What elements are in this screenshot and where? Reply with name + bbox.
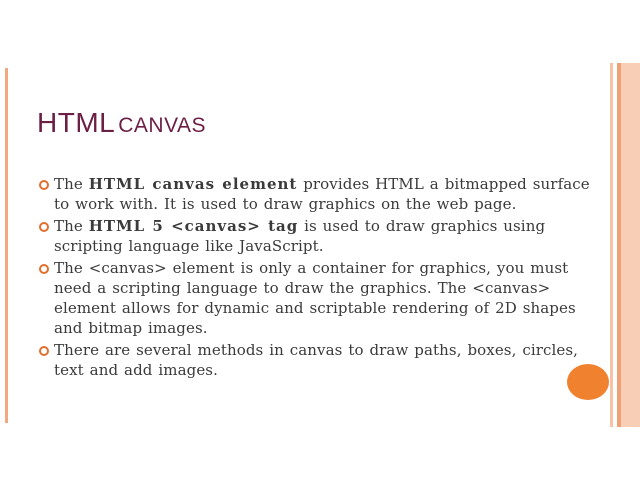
bullet-text-segment: element allows for dynamic and scriptable rendering of 2D shapes bbox=[54, 299, 576, 317]
bullet-text-segment: text and add images. bbox=[54, 361, 218, 379]
bullet-icon bbox=[39, 346, 49, 356]
bullet-text-segment: provides HTML a bitmapped surface bbox=[297, 175, 590, 193]
bullet-icon bbox=[39, 180, 49, 190]
bullet-text-line bbox=[54, 174, 590, 194]
slide-title-caps: CANVAS bbox=[118, 114, 207, 137]
bullet-item bbox=[38, 340, 583, 380]
bullet-text-line bbox=[54, 258, 583, 278]
bullet-text-line bbox=[54, 360, 583, 380]
bullet-list bbox=[38, 174, 590, 382]
bullet-text-line bbox=[54, 236, 583, 256]
bullet-text-line bbox=[54, 298, 583, 318]
bullet-text-segment: need a scripting language to draw the graphics. The <canvas> bbox=[54, 279, 551, 297]
bullet-icon bbox=[39, 264, 49, 274]
bullet-item bbox=[38, 174, 590, 214]
bullet-text-segment: to work with. It is used to draw graphics on the web page. bbox=[54, 195, 517, 213]
left-accent-bar bbox=[5, 68, 8, 423]
bullet-text-line bbox=[54, 340, 583, 360]
slide-title-main: HTML bbox=[37, 107, 116, 138]
bullet-text-segment: The bbox=[54, 175, 89, 193]
slide-title bbox=[37, 103, 206, 140]
bullet-text-bold-segment: HTML 5 <canvas> tag bbox=[88, 217, 299, 235]
right-accent-stripe-wide bbox=[621, 63, 640, 427]
bullet-item bbox=[38, 216, 583, 256]
bullet-text-line bbox=[54, 318, 583, 338]
bullet-text-bold-segment: HTML canvas element bbox=[88, 175, 298, 193]
bullet-text-line bbox=[54, 278, 583, 298]
bullet-text-segment: scripting language like JavaScript. bbox=[54, 237, 324, 255]
bullet-text-line bbox=[54, 216, 583, 236]
bullet-text-segment: The <canvas> element is only a container for graphics, you must bbox=[54, 259, 569, 277]
bullet-text-segment: is used to draw graphics using bbox=[298, 217, 546, 235]
bullet-icon bbox=[39, 222, 49, 232]
bullet-text-segment: and bitmap images. bbox=[54, 319, 208, 337]
bullet-item bbox=[38, 258, 583, 338]
bullet-text-segment: The bbox=[54, 217, 89, 235]
right-accent-stripe-thin bbox=[610, 63, 613, 427]
bullet-text-segment: There are several methods in canvas to draw paths, boxes, circles, bbox=[54, 341, 579, 359]
bullet-text-line bbox=[54, 194, 583, 214]
